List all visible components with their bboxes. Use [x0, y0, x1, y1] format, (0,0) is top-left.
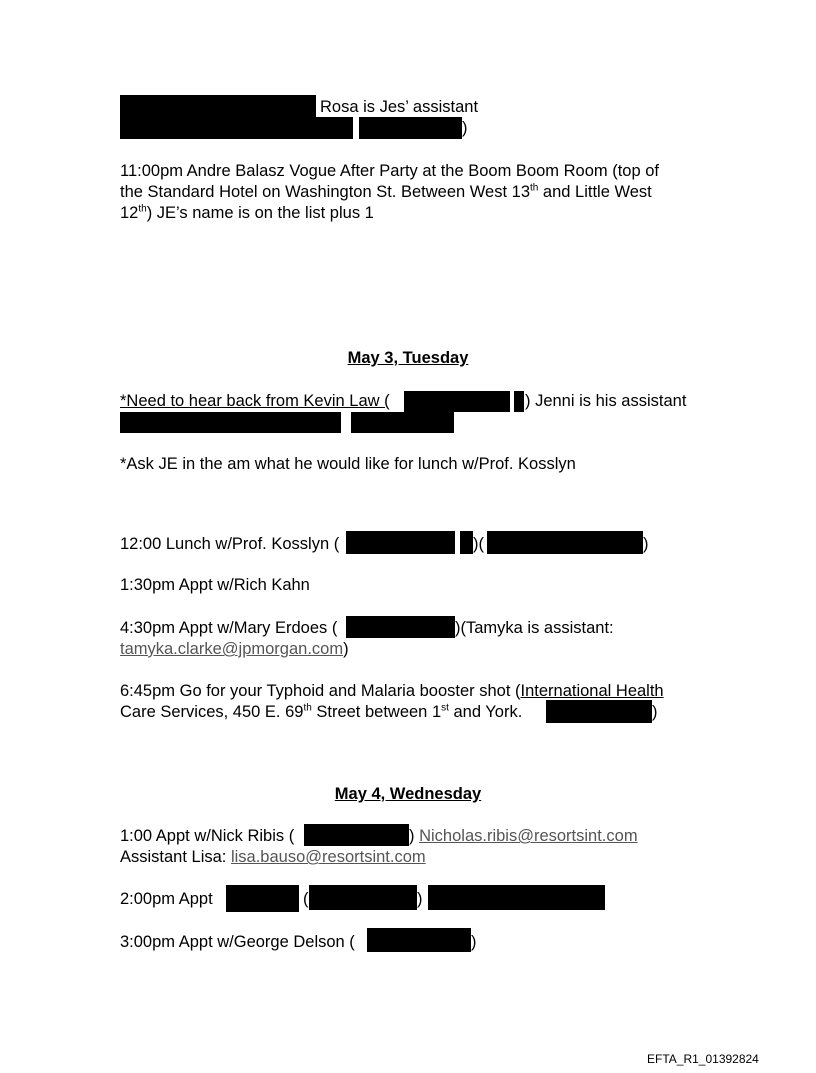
typhoid-shot-line: 6:45pm Go for your Typhoid and Malaria booster shot (International Health	[120, 682, 664, 700]
document-id-footer: EFTA_R1_01392824	[647, 1052, 759, 1066]
two-pm-paren-close: )	[417, 890, 423, 908]
redaction-bar	[404, 391, 510, 412]
redaction-bar	[546, 700, 652, 723]
vogue-party-line-2: the Standard Hotel on Washington St. Between West 13th and Little West	[120, 182, 652, 201]
delson-close: )	[471, 933, 477, 951]
ask-je-note: *Ask JE in the am what he would like for lunch w/Prof. Kosslyn	[120, 455, 576, 473]
tamyka-email-link[interactable]: tamyka.clarke@jpmorgan.com	[120, 640, 344, 658]
redaction-bar	[120, 117, 353, 139]
redaction-bar	[460, 531, 473, 554]
redaction-bar	[359, 117, 462, 139]
assistant-lisa-line: Assistant Lisa: lisa.bauso@resortsint.com	[120, 848, 426, 866]
redaction-bar	[346, 531, 455, 554]
ribis-appt-line: 1:00 Appt w/Nick Ribis (	[120, 827, 295, 845]
lunch-kosslyn-separator: )(	[473, 535, 484, 553]
redaction-bar	[226, 885, 299, 912]
redaction-bar	[309, 885, 417, 910]
lunch-kosslyn-close: )	[643, 535, 649, 553]
redaction-bar	[428, 885, 605, 910]
ribis-email-link[interactable]: Nicholas.ribis@resortsint.com	[419, 827, 638, 845]
ribis-email-line: ) Nicholas.ribis@resortsint.com	[409, 827, 638, 845]
kevin-law-assistant: ) Jenni is his assistant	[525, 392, 687, 410]
vogue-party-line-1: 11:00pm Andre Balasz Vogue After Party at the Boom Boom Room (top of	[120, 162, 659, 180]
redaction-bar	[304, 824, 409, 846]
day-heading-may-4: May 4, Wednesday	[334, 785, 482, 803]
redaction-bar	[487, 531, 643, 554]
rosa-assistant-line: Rosa is Jes’ assistant	[320, 98, 479, 116]
lunch-kosslyn-line: 12:00 Lunch w/Prof. Kosslyn (	[120, 535, 340, 553]
rich-kahn-appt: 1:30pm Appt w/Rich Kahn	[120, 576, 310, 594]
rosa-close-paren: )	[462, 119, 468, 137]
day-heading-may-3: May 3, Tuesday	[347, 349, 469, 367]
international-health-link[interactable]: International Health	[520, 682, 664, 700]
redaction-bar	[346, 616, 455, 638]
two-pm-paren-open: (	[303, 890, 309, 908]
redaction-bar	[367, 928, 471, 952]
two-pm-appt-line: 2:00pm Appt	[120, 890, 213, 908]
care-services-line: Care Services, 450 E. 69th Street between 1st and York.	[120, 702, 523, 721]
kevin-law-line: *Need to hear back from Kevin Law (	[120, 392, 390, 410]
tamyka-email-line: tamyka.clarke@jpmorgan.com)	[120, 640, 349, 658]
care-services-close: )	[652, 703, 658, 721]
redaction-bar	[120, 95, 316, 117]
lisa-email-link[interactable]: lisa.bauso@resortsint.com	[230, 848, 426, 866]
delson-appt-line: 3:00pm Appt w/George Delson (	[120, 933, 355, 951]
redaction-bar	[514, 391, 524, 412]
erdoes-appt-line: 4:30pm Appt w/Mary Erdoes (	[120, 619, 338, 637]
redaction-bar	[351, 412, 454, 433]
redaction-bar	[120, 412, 341, 433]
vogue-party-line-3: 12th) JE’s name is on the list plus 1	[120, 203, 374, 222]
erdoes-assistant: )(Tamyka is assistant:	[455, 619, 614, 637]
